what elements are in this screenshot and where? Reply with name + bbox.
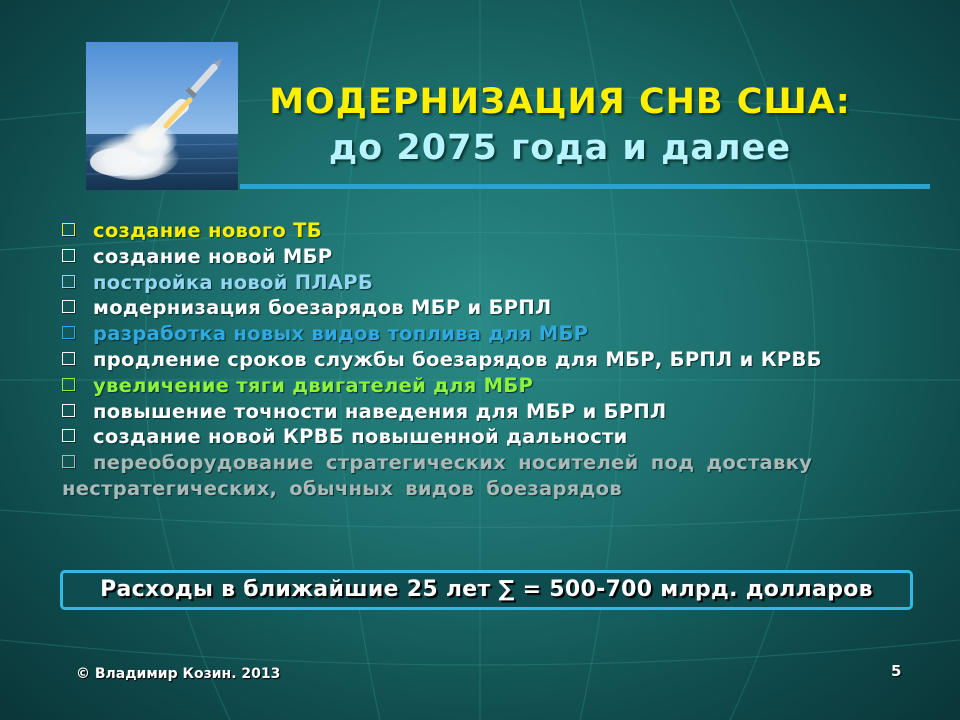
bullet-item: создание новой МБР	[62, 244, 862, 270]
checkbox-bullet-icon	[62, 404, 75, 417]
checkbox-bullet-icon	[62, 455, 75, 468]
checkbox-bullet-icon	[62, 429, 75, 442]
bullet-list	[62, 218, 862, 502]
bullet-item: создание нового ТБ	[62, 218, 862, 244]
bullet-item: создание новой КРВБ повышенной дальности	[62, 424, 862, 450]
bullet-item: увеличение тяги двигателей для МБР	[62, 373, 862, 399]
missile-launch-photo	[86, 42, 238, 190]
checkbox-bullet-icon	[62, 326, 75, 339]
cost-summary-box	[60, 570, 913, 610]
checkbox-bullet-icon	[62, 275, 75, 288]
bullet-item: постройка новой ПЛАРБ	[62, 270, 862, 296]
checkbox-bullet-icon	[62, 352, 75, 365]
checkbox-bullet-icon	[62, 249, 75, 262]
missile-launch-image	[86, 42, 238, 190]
footer-copyright: © Владимир Козин. 2013	[76, 666, 281, 682]
title-block	[240, 82, 880, 168]
bullet-item: модернизация боезарядов МБР и БРПЛ	[62, 295, 862, 321]
page-number: 5	[891, 662, 902, 680]
bullet-item: продление сроков службы боезарядов для МБР, БРПЛ и КРВБ	[62, 347, 862, 373]
bullet-item: переоборудование стратегических носителей под доставку нестратегических, обычных видов боезарядов	[62, 451, 813, 500]
page-title: МОДЕРНИЗАЦИЯ СНВ США:	[269, 82, 851, 122]
bullet-item: разработка новых видов топлива для МБР	[62, 321, 862, 347]
cost-summary-text: Расходы в ближайшие 25 лет ∑ = 500-700 млрд. долларов	[100, 577, 873, 602]
title-underline	[240, 184, 930, 189]
checkbox-bullet-icon	[62, 223, 75, 236]
bullet-item: повышение точности наведения для МБР и БРПЛ	[62, 399, 862, 425]
checkbox-bullet-icon	[62, 378, 75, 391]
checkbox-bullet-icon	[62, 300, 75, 313]
page-subtitle: до 2075 года и далее	[328, 128, 792, 168]
